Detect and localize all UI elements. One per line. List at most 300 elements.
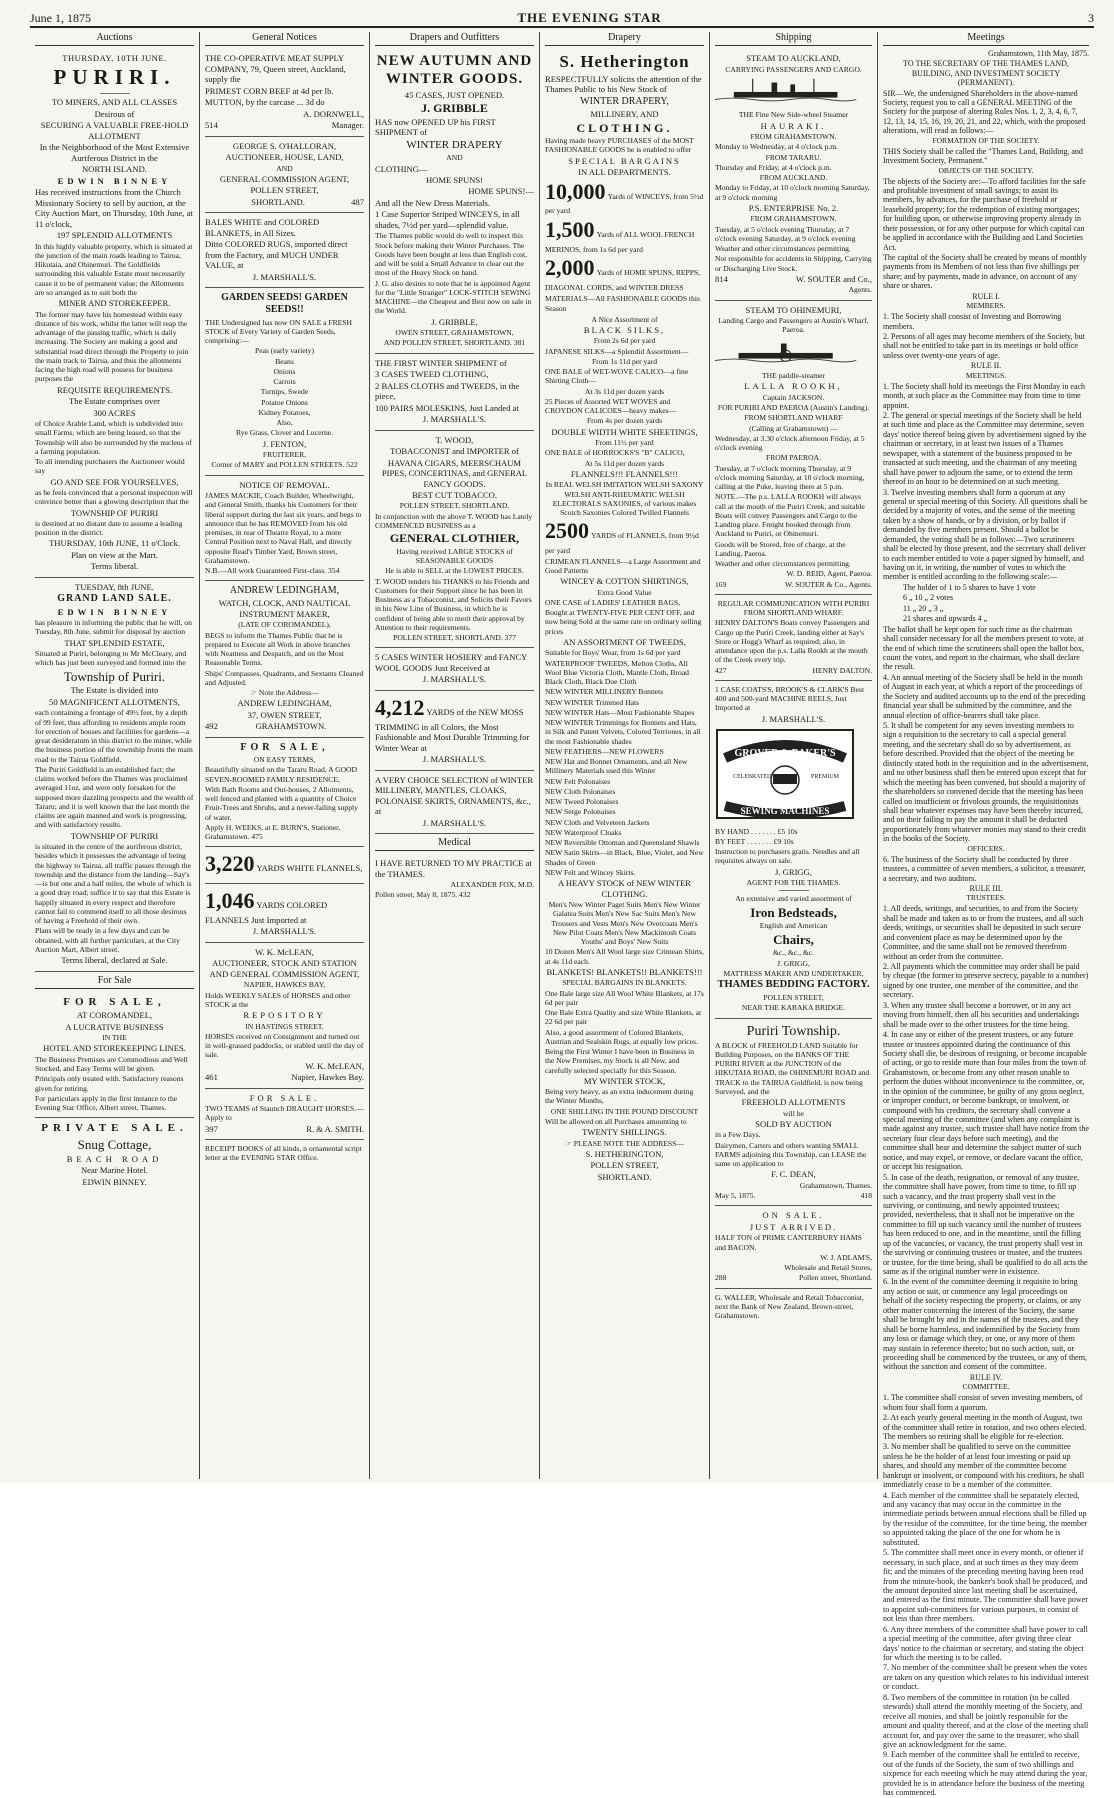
regular-sig: HENRY DALTON. <box>812 665 872 675</box>
residence-body2: With Bath Rooms and Out-houses, 2 Allotments, well fenced and planted with a quantity of Choice Fruit-Trees and Shrubs, and a never-failing supply of water. <box>205 784 358 822</box>
regular-body: HENRY DALTON'S Boats convey Passengers and Cargo up the Puriri Creek, landing either at Say's Store or Hogg's Wharf as required; also, in attendance upon the p.s. Lalla Rookh at the mouth of the Creek every trip. <box>715 618 870 665</box>
meeting-r2b: 2. The general or special meetings of the Society shall be held at such time and place as the Committee may determine, seven days' notice thereof being given by advertisement signed by the chairman or secretary, in at least two issues of a Thames newspaper, with a statement of the business proposed to be transacted at such meeting, and the chairman of any meeting shall have power to adjourn the same, or to extend the term thereof to an hour to be determined on at such meeting. <box>883 411 1087 487</box>
meeting-r2: RULE II. <box>970 361 1002 371</box>
ledingham-addr2: 37, OWEN STREET, <box>247 709 322 720</box>
meeting-obj: OBJECTS OF THE SOCIETY. <box>938 165 1034 175</box>
fox-no: 432 <box>458 890 471 900</box>
steam1-from4: FROM GRAHAMSTOWN. <box>750 214 837 224</box>
wood-addr: POLLEN STREET, SHORTLAND. <box>399 501 510 511</box>
mclean-addr: NAPIER, HAWKES BAY, <box>243 980 326 990</box>
ad-coromandel <box>35 992 194 1119</box>
steam1-ps: P.S. ENTERPRISE No. 2. <box>748 202 839 213</box>
steam2-from1: FROM SHORTLAND WHARF <box>744 413 843 423</box>
ad-residence <box>205 738 364 847</box>
steam1-from2: FROM TARARU. <box>765 152 822 162</box>
meat-beef: PRIMEST CORN BEEF at 4d per lb. <box>205 85 334 96</box>
heth-blkspec: SPECIAL BARGAINS IN BLANKETS. <box>562 978 687 988</box>
steam2-call: (Calling at Grahamstown) — <box>749 423 838 433</box>
grigg-eng: English and American <box>759 921 828 931</box>
teams-body: TWO TEAMS of Staunch DRAUGHT HORSES.—Apply to <box>205 1104 364 1123</box>
puriri-body: Has received instructions from the Church Missionary Society to sell by auction, at the City Auction Mart, on Thursday, 10th June, at 11 o'clock, <box>35 187 193 229</box>
section-header-notices: General Notices <box>205 32 364 46</box>
heth-blk1: One Bale large size All Wool White Blankets, at 17s 6d per pair <box>545 988 704 1007</box>
residence-body: Beautifully situated on the Tararu Road, A GOOD SEVEN-ROOMED FAMILY RESIDENCE, <box>205 765 358 784</box>
hosiery-body: 5 CASES WINTER HOSIERY and FANCY WOOL GOODS Just Received at <box>375 652 528 673</box>
autumn-cloth: CLOTHING— <box>375 163 428 174</box>
autumn-new: And all the New Dress Materials. <box>375 197 491 208</box>
autumn-body: HAS now OPENED UP his FIRST SHIPMENT of <box>375 116 496 138</box>
town-date: May 5, 1875. <box>715 1191 756 1201</box>
puriri-lots: 197 SPLENDID ALLOTMENTS <box>56 230 173 241</box>
garden-item: Rye Grass, Clover and Lucerne. <box>235 428 334 438</box>
autumn-drapery: WINTER DRAPERY <box>406 138 503 151</box>
heth-t3: Yards of HOME SPUNS, REPPS, DIAGONAL CORDS, and WINTER DRESS MATERIALS—All FASHIONABLE GOODS this Season <box>545 268 701 314</box>
private-name: EDWIN BINNEY. <box>82 1176 147 1187</box>
ledingham-name: ANDREW LEDINGHAM, <box>229 585 340 597</box>
garden-no: 522 <box>346 460 358 470</box>
heth-double: DOUBLE WIDTH WHITE SHEETINGS, <box>551 426 698 437</box>
heth-t4: YARDS of FLANNELS, from 9½d per yard <box>545 531 699 556</box>
grigg-st: POLLEN STREET, <box>763 993 824 1003</box>
ledingham-addr3: GRAHAMSTOWN. <box>255 721 327 732</box>
grigg-who: J. MARSHALL'S. <box>761 713 826 724</box>
ledingham-no: 492 <box>205 721 218 732</box>
meeting-to: TO THE SECRETARY OF THE THAMES LAND, BUILDING, AND INVESTMENT SOCIETY (PERMANENT). <box>903 59 1069 88</box>
hosiery-who: J. MARSHALL'S. <box>422 674 487 685</box>
puriri-go: GO AND SEE FOR YOURSELVES, <box>50 476 179 487</box>
residence-title: FOR SALE, <box>240 741 329 753</box>
heth-bfrom: From 2s 6d per yard <box>593 336 656 346</box>
meeting-r4c: 3. No member shall be qualified to serve on the committee unless he be the holder of at least four investing or paid up shares, and should any member of the committee become bankrupt or insolvent, or compound with his creditors, he shall immediately cease to be a member of the committee. <box>883 1442 1085 1490</box>
steam2-sig: W. D. REID, Agent, Paeroa. <box>786 569 872 579</box>
ad-steam-auckland <box>715 49 872 300</box>
meeting-r4h: 8. Two members of the committee in rotation (to be called stewards) shall attend the monthly meeting of the Society, and receive all monies, and shall be jointly responsible for the amount and quality thereof, and at the close of the meeting shall account for, and pay over the same to the treasurer, who shall give an acknowledgment for the same. <box>883 1692 1089 1749</box>
heth-blk3: Also, a good assortment of Colored Blankets, Austrian and Sealskin Rugs, at equally low prices. <box>545 1027 698 1046</box>
meeting-r3: RULE III. <box>969 884 1003 893</box>
garden-trade: FRUITERER, <box>262 450 307 460</box>
ad-teams <box>205 1089 364 1140</box>
town-sig: F. C. DEAN, <box>771 1169 816 1180</box>
grand-body: has pleasure in informing the public that he will, on Tuesday, 8th June, submit for disposal by auction <box>35 618 192 637</box>
grand-body5: is situated in the centre of the auriferous district, besides which it possesses the advantage of being the highway to Tairua, all traffic passes through the township and the distance from the landing—Say's—is but one and a half miles, the whole of which is a good dray road; suffice it to say that this Estate is happily situated in every respect and therefore cannot fail to commend itself to all those desirous of having a Freehold of their own. <box>35 842 192 926</box>
ad-removal <box>205 476 364 582</box>
coromandel-in: IN THE <box>102 1033 127 1043</box>
column-meetings <box>878 32 1094 1798</box>
meat-name: A. DORNWELL, <box>303 108 364 119</box>
grand-body3: each containing a frontage of 49½ feet, by a depth of 99 feet, thus affording to residents ample room for erection of houses and facilities for gardens—a great desideratum in this district to the miner, while the business portion of the township fronts the main road to the Tairua Goldfield. <box>35 708 193 764</box>
heth-horr: ONE BALE of HORROCKS'S "B" CALICO, <box>545 448 685 458</box>
ohalloran-st: POLLEN STREET, <box>250 185 319 196</box>
ad-regular-communication <box>715 595 872 681</box>
steam1-agents: Agents. <box>848 285 872 295</box>
meeting-r3e: 5. In case of the death, resignation, or removal of any trustee, the committee shall have power, from time to time, to fill up such a vacancy, and the trust property shall vest in the surviving, or continuing, and newly appointed trustees; provided, nevertheless, that it shall not be imperative on the committee to fill up such vacancy until the number of trustees has been reduced to one, and in the meantime, until the filling up of the vacancies, or vacancy, the trust property shall vest in the surviving or continuing trustees or trustee, and the trustees or trustee, for the time being, shall be qualified to do all acts the same as if the original number were in existence. <box>883 1172 1088 1277</box>
autumn-and: AND <box>446 153 463 163</box>
removal-body: JAMES MACKIE, Coach Builder, Wheelwright, and General Smith, thanks his Customers for their liberal support during the last six years, and begs to announce that he has REMOVED from his old premises, in rear of Theatre Royal, to a more Central Position next to Naval Hall, and directly opposite Read's Timber Yard, Brown street, Grahamstown. <box>205 491 362 565</box>
town-body: A BLOCK of FREEHOLD LAND Suitable for Building Purposes, on the BANKS OF THE PURIRI RIVER at the JUNCTION of the HIKUTAIA ROAD, the OHINEMURI ROAD and TRACK to the TAIRUA Goldfield, is now being Surveyed, and the <box>715 1040 870 1096</box>
heth-n2: 1,500 <box>545 216 595 242</box>
heth-pieces: 25 Pieces of Assorted WET WOVES and CROYDON CALICOES—heavy makes— <box>545 396 677 416</box>
puriri-plan: Plan on view at the Mart. <box>71 549 158 560</box>
private-near: Near Marine Hotel. <box>80 1165 149 1176</box>
ad-garden-seeds <box>205 288 364 475</box>
meeting-r2f: 5. It shall be competent for any seven investing members to sign a requisition to the secretary to call a special general meeting, and the secretary shall do so by advertisement, as before described. Provided that the object of the meeting be distinctly stated both in the requisition and in the advertisement, and no other business shall then be entered upon except that for which the meeting has been convened, but should a majority of the shareholders so convened decide that the meeting has been called on insufficient or frivolous grounds, the requisitionists shall bear whatever expenses may have been thereby incurred, and on their failing to pay the amount it shall be deducted proportionately from whatever monies may stand to their credit in the books of the Society. <box>883 721 1089 844</box>
onsale-body: HALF TON of PRIME CANTERBURY HAMS and BACON. <box>715 1233 862 1252</box>
heth-jap: JAPANESE SILKS—a Splendid Assortment— <box>545 346 689 356</box>
autumn-addr2: AND POLLEN STREET, SHORTLAND. <box>383 338 512 348</box>
meeting-r4a: 1. The committee shall consist of seven investing members, of whom four shall form a quorum. <box>883 1393 1083 1412</box>
grigg-iron: Iron Bedsteads, <box>750 904 837 920</box>
ohalloran-title: AUCTIONEER, HOUSE, LAND, <box>225 152 344 163</box>
regular-title: REGULAR COMMUNICATION WITH PURIRI FROM SHORTLAND WHARF. <box>717 598 870 618</box>
steam2-ship: LALLA ROOKH, <box>744 381 843 392</box>
shipment-title: THE FIRST WINTER SHIPMENT of <box>375 357 507 368</box>
ad-flannels-white <box>205 847 364 884</box>
masthead-date: June 1, 1875 <box>30 11 91 25</box>
garden-item: Peas (early variety) <box>254 346 315 356</box>
meeting-place: Grahamstown, 11th May, 1875. <box>988 48 1089 58</box>
puriri-securing: SECURING A VALUABLE FREE-HOLD ALLOTMENT <box>40 120 189 141</box>
heth-twenty: TWENTY SHILLINGS. <box>582 1127 667 1138</box>
coromandel-hotel: HOTEL AND STOREKEEPING LINES. <box>43 1043 186 1054</box>
meeting-scale-item: 21 shares and upwards 4 „ <box>903 614 988 624</box>
heth-new-items <box>545 687 704 877</box>
meeting-r3b: 2. All payments which the committee may order shall be paid by cheque (the former to preserve secrecy, payable to a number) signed by one trustee, one member of the committee, and the secretary. <box>883 962 1089 1000</box>
flannels2-who: J. MARSHALL'S. <box>252 926 317 937</box>
residence-body3: Apply H. WEEKS, at E. BURN'S, Stationer, Grahamstown. <box>205 822 341 842</box>
town-sold: SOLD BY AUCTION <box>755 1118 832 1129</box>
meeting-r3d: 4. In case any or either of the present trustees, or any future trustee or trustees appointed during the continuance of this Society shall die, be desirous of resigning, or become incapable of acting, or go to reside more than four miles from the town of Grahamstown, or become from any other reason unable to perform the duties without inconvenience to the committee, or, in the opinion of the committee, be guilty of any gross neglect, or improper conduct, or become bankrupt, or insolvent, or compound with his creditors, the secretary shall convene a special meeting of the committee (and when any complaint is made against any trustee, such trustee shall have notice from the secretary four clear days before such meeting), and the committee shall hear and determine the subject matter of such notice, and may expel, or remove, or declare vacant the office, or accept his resignation. <box>883 1030 1089 1172</box>
meeting-officers: OFFICERS. <box>967 843 1005 853</box>
logo-celebrated: CELEBRATED <box>733 774 772 781</box>
autumn-cases: 45 CASES, JUST OPENED. <box>404 89 505 100</box>
heth-title: S. Hetherington <box>559 52 690 72</box>
meeting-r4d: 4. Each member of the committee shall be separately elected, and any vacancy that may occur in the committee in the intermediate periods between annual elections shall be filled up by the residue of the committee, for the time being, the member so appointed taking the place of the one for whom he is substituted. <box>883 1490 1088 1547</box>
heth-leather2: Bought at TWENTY-FIVE PER CENT OFF, and now being Sold at the same rate on ordinary selling prices <box>545 608 702 636</box>
heth-body2: Having made heavy PURCHASES of the MOST FASHIONABLE GOODS he is enabled to offer <box>545 136 694 155</box>
meeting-obj-t: The objects of the Society are:—To afford facilities for the safe and profitable investment of small savings; to assist its members, by advances, for the purchase of freehold or leasehold property; for the redemption of existing mortgages; for building upon, or otherwise improving property already in their possession, or for any other purpose for which capital can be applied in accordance with the Building and Land Societies Act. <box>883 176 1086 252</box>
meeting-r2e: 4. An annual meeting of the Society shall be held in the month of August in each year, at which a report of the proceedings of the Society and audited accounts up to the end of the preceding financial year shall be submitted by the committee, and the annual election of office-bearers shall take place. <box>883 672 1086 720</box>
mclean-sig2: Napier, Hawkes Bay. <box>291 1072 364 1083</box>
ad-wood <box>375 431 534 649</box>
receipt-body: RECEIPT BOOKS of all kinds, n ornamental script letter at the EVENING STAR Office. <box>205 1144 362 1163</box>
puriri-miner: MINER AND STOREKEEPER. <box>58 298 171 309</box>
grigg-factory: THAMES BEDDING FACTORY. <box>717 979 870 991</box>
ledingham-late: (LATE OF COROMANDEL), <box>238 620 331 630</box>
heth-my: MY WINTER STOCK, <box>583 1075 666 1086</box>
wood-title: TOBACCONIST and IMPORTER of <box>390 446 519 457</box>
heth-t1: Yards of WINCEYS, from 5½d per yard <box>545 191 704 216</box>
ad-gribble <box>375 49 534 353</box>
wood-body4: T. WOOD tenders his THANKS to his Friends and Customers for their Support since he has been in Business as a Tobacconist, and Solicits their Favors in his New Line of Business, in which he is confident of being able to merit their approval by Attention to their requirements. <box>375 576 532 632</box>
ledingham-trade: WATCH, CLOCK, AND NAUTICAL INSTRUMENT MAKER, <box>218 598 351 619</box>
column-auctions <box>30 32 200 1479</box>
heth-new-item: NEW Serge Polonaises <box>545 807 616 817</box>
heth-sig: S. HETHERINGTON, <box>585 1148 664 1159</box>
steam2-sig2: W. SOUTER & Co., Agents. <box>784 579 872 589</box>
steam2-paddle: THE paddle-steamer <box>761 371 826 381</box>
meeting-body: SIR—We, the undersigned Shareholders in the above-named Society, request you to call a GENERAL MEETING of the Society for the purpose of altering Rules Nos. 1, 2, 3, 4, 6, 7, 12, 13, 14, 15, 16, 19, 20, 21, and 22, which, with the proposed alterations, will read as follows:— <box>883 88 1086 136</box>
heth-new-item: NEW FEATHERS—NEW FLOWERS <box>545 746 664 756</box>
steam1-not: Not responsible for accidents in Shipping, Carrying or Discharging Live Stock. <box>715 254 872 273</box>
teams-no: 397 <box>205 1123 218 1134</box>
garden-item: Beans <box>275 356 294 366</box>
heth-heavy: A HEAVY STOCK of NEW WINTER CLOTHING. <box>558 878 691 899</box>
town-will: will be <box>783 1108 804 1118</box>
logo-subtitle: SEWING MACHINES <box>740 806 830 817</box>
garden-item: Turnips, Swede <box>260 387 309 397</box>
heth-cfrom: At 3s 11d per dozen yards <box>584 386 665 396</box>
puriri-desc: In this highly valuable property, which is situated at the junction of the main roads leading to Tairua, Hikutaia, and Ohinemuri. The Goldfields surrounding this valuable Estate must necessarily cause it to be of permanent value; the Allotments are so arranged as to suit both the <box>35 241 193 297</box>
blankets-who: J. MARSHALL'S. <box>252 271 317 282</box>
flannels1-num: 3,220 <box>205 851 255 877</box>
grand-name: EDWIN BINNEY <box>57 606 172 617</box>
puriri-intend: To all intending purchasers the Auctioneer would say <box>35 457 185 476</box>
blankets-l1: BALES WHITE and COLORED BLANKETS, in All Sizes. <box>205 217 320 238</box>
flannels1-txt: YARDS WHITE FLANNELS, <box>256 863 363 874</box>
steam1-from3: FROM AUCKLAND. <box>759 173 828 183</box>
section-header-forsale: For Sale <box>35 975 194 989</box>
heth-black: BLACK SILKS, <box>583 324 666 335</box>
meeting-r3a: 1. All deeds, writings, and securities, to and from the Society shall be made and taken as to or from the trustees, and all such deeds, writings, or securities shall be deposited in such secure and convenient place as may be determined upon by the Committee, and the same shall not be removed therefrom without an order from the committee. <box>883 904 1084 961</box>
heth-new-item: NEW WINTER MILLINERY Bonnets <box>545 687 664 697</box>
onsale-just: JUST ARRIVED. <box>749 1221 838 1232</box>
steam1-sig: W. SOUTER and Co., <box>795 273 872 284</box>
autumn-home: HOME SPUNS! <box>425 175 484 185</box>
steam1-sub: CARRYING PASSENGERS AND CARGO. <box>725 64 862 74</box>
heth-leather: ONE CASE of LADIES' LEATHER BAGS, <box>545 597 681 607</box>
ad-millinery <box>375 771 534 834</box>
garden-item: Carrots <box>273 377 296 387</box>
mclean-rep: REPOSITORY <box>243 1010 326 1021</box>
town-few: in a Few Days. <box>715 1130 761 1140</box>
ledingham-note: Note the Address— <box>258 688 319 698</box>
autumn-home2: HOME SPUNS!— <box>468 186 534 197</box>
masthead-page: 3 <box>1088 11 1094 25</box>
shipment-l3: 100 PAIRS MOLESKINS, Just Landed at <box>375 402 519 413</box>
teams-title: FOR SALE. <box>249 1092 320 1103</box>
heth-l3: CLOTHING. <box>576 120 673 135</box>
heth-shirts: 10 Dozen Men's All Wool large size Crimean Shirts, at 4s 11d each. <box>545 947 704 966</box>
removal-title: NOTICE OF REMOVAL. <box>239 479 330 490</box>
puriri-desc2: The former may have his homestead within easy distance of his work, whilst the latter will reap the advantage of the passing traffic, which is daily increasing. The Society are making a good and substantial road direct through the Property to join the main track to Tairua, and thus the allotments facing the high road will possess for business purposes the <box>35 309 189 384</box>
puriri-title: PURIRI. <box>53 64 176 89</box>
steam2-t2: Tuesday, at 7 o'clock morning Thursday, at 9 o'clock morning Saturday, at 10 o'clock morning, calling at the Puke, leaving there at 5 p.m. <box>715 463 865 492</box>
shipment-l2: 2 BALES CLOTHS and TWEEDS, in the piece, <box>375 380 520 402</box>
puriri-name: EDWIN BINNEY <box>57 175 172 186</box>
ad-moss <box>375 691 534 771</box>
steam1-t1: Monday to Wednesday, at 4 o'clock p.m. <box>715 142 839 152</box>
grigg-body: 1 CASE COATS'S, BROOK'S & CLARK'S Best 400 and 500-yard MACHINE REELS, Just Imported at <box>715 684 865 713</box>
meeting-r2a: 1. The Society shall hold its meetings the First Monday in each month, at such place as the Committee may from time to time appoint. <box>883 381 1086 410</box>
garden-item: Also, <box>276 418 293 428</box>
heth-new-item: NEW Tweed Polonaises <box>545 797 619 807</box>
puriri-to: TO MINERS, AND ALL CLASSES <box>51 97 178 108</box>
autumn-name: J. GRIBBLE <box>421 101 488 116</box>
meeting-r3c: 3. When any trustee shall become a borrower, or in any act moving from himself, then all his securities and undertakings shall be made over to the other trustees for the time being. <box>883 1000 1080 1029</box>
residence-no: 475 <box>251 832 263 842</box>
steam1-ship: HAURAKI. <box>760 120 827 131</box>
grand-div: The Estate is divided into <box>70 685 159 696</box>
meeting-r1a: 1. The Society shall consist of Investing and Borrowing members. <box>883 312 1062 331</box>
ad-blankets <box>205 213 364 288</box>
meat-no: 514 <box>205 120 218 131</box>
garden-title: GARDEN SEEDS! GARDEN SEEDS!! <box>221 292 348 316</box>
meeting-form-t: THIS Society shall be called the "Thames Land, Building, and Investment Society, Permanent." <box>883 146 1083 166</box>
coromandel-body3: For particulars apply in the first instance to the Evening Star Office, Albert street, Thames. <box>35 1093 178 1113</box>
meat-body: THE CO-OPERATIVE MEAT SUPPLY COMPANY, 79, Queen street, Auckland, supply the <box>205 53 346 85</box>
grand-allot: 50 MAGNIFICENT ALLOTMENTS, <box>49 696 180 707</box>
wood-no: 377 <box>504 633 516 643</box>
regular-no: 427 <box>715 665 727 675</box>
column-general-notices <box>200 32 370 1479</box>
meeting-r4g: 7. No member of the committee shall be present when the votes are taken on any question which relates to his individual interest or conduct. <box>883 1663 1089 1692</box>
meeting-vote-scale <box>883 583 1089 624</box>
masthead-title: THE EVENING STAR <box>517 10 662 25</box>
autumn-no: 381 <box>513 338 526 348</box>
ad-flannels-colored <box>205 884 364 943</box>
garden-body: THE Undersigned has now ON SALE a FRESH STOCK of Every Variety of Garden Seeds, comprising:— <box>205 317 353 346</box>
meeting-r3f: 6. In the event of the committee deeming it requisite to bring any action or suit, or commence any legal proceedings on behalf of the society respecting the property, or claims, or any other matter concerning the interest of the Society, the same shall be brought by and in the names of the trustees, and they shall be borne harmless, and indemnified by the Society from any loss or damage which they, or one, or any more of them may sustain in reference thereto; but no such action, suit, or proceeding shall be commenced by the trustees, or any of them, without the sanction and consent of the committee. <box>883 1277 1087 1372</box>
heth-tweeds2: Suitable for Boys' Wear, from 1s 6d per yard <box>545 648 681 658</box>
puriri-date: THURSDAY, 10TH JUNE. <box>62 53 167 64</box>
ad-meat-supply <box>205 49 364 136</box>
heth-new-item: NEW Felt and Wincey Skirts. <box>545 867 636 877</box>
grigg-ext: An extensive and varied assortment of <box>735 894 852 904</box>
heth-calico: ONE BALE of WET-WOVE CALICO—a fine Shirting Cloth— <box>545 367 689 386</box>
mclean-name: W. K. McLEAN, <box>255 946 314 957</box>
steam1-t2: Thursday and Friday, at 4 o'clock p.m. <box>715 162 832 172</box>
coromandel-body2: Principals only treated with. Satisfactory reasons given for retiring. <box>35 1074 184 1093</box>
wood-body2: Having received LARGE STOCKS of SEASONABLE GOODS <box>396 546 513 566</box>
town-title: Puriri Township. <box>746 1023 841 1039</box>
meeting-members: MEMBERS. <box>966 301 1006 311</box>
steam2-note: NOTE.—The p.s. LALLA ROOKH will always call at the mouth of the Puriri Creek, and suitable Boats will convey Passengers and Cargo to the Landing place. Freight booked through from Auckland to Puriri, or Ohinemuri. <box>715 492 865 539</box>
puriri-desc3: of Choice Arable Land, which is subdivided into small Farms, which are being leased, so that the Township will also be surrounded by the nucleus of a farming population. <box>35 419 192 456</box>
meeting-scale-item: The holder of 1 to 5 shares to have 1 vote <box>903 582 1036 592</box>
steam2-title: STEAM TO OHINEMURI, <box>745 304 842 315</box>
steam2-weather: Weather and other circumstances permitting. <box>715 559 851 569</box>
private-title: PRIVATE SALE. <box>41 1122 188 1135</box>
meat-mutton: MUTTON, by the carcase ... 3d do <box>205 97 325 108</box>
ad-mclean <box>205 943 364 1089</box>
private-beach: BEACH ROAD <box>66 1153 163 1164</box>
onsale-no: 288 <box>715 1273 727 1283</box>
wood-items: HAVANA CIGARS, MEERSCHAUM PIPES, CONCERTINAS, and GENERAL FANCY GOODS. <box>381 457 528 489</box>
shipment-who: J. MARSHALL'S. <box>422 414 487 425</box>
heth-flan: FLANNELS!!! FLANNELS!!! <box>570 468 679 479</box>
coromandel-body: The Business Premises are Commodious and Well Stocked, and Easy Terms will be given. <box>35 1054 188 1074</box>
section-header-drapery: Drapery <box>545 32 704 46</box>
wood-gen: GENERAL CLOTHIER, <box>389 531 520 546</box>
steam1-no: 814 <box>715 273 728 284</box>
grand-title: GRAND LAND SALE. <box>57 593 172 605</box>
steamship-icon <box>715 78 856 104</box>
fox-sig: ALEXANDER FOX, M.D. <box>450 880 534 890</box>
onsale-title: ON SALE. <box>762 1210 825 1221</box>
private-snug: Snug Cottage, <box>77 1136 152 1152</box>
coromandel-title: FOR SALE, <box>63 995 166 1008</box>
heth-spec: SPECIAL BARGAINS <box>568 155 681 166</box>
mclean-body2: HORSES received on Consignment and turned out in well-grassed paddocks, or stabled until the day of sale. <box>205 1031 364 1060</box>
meeting-r2g: 6. The business of the Society shall be conducted by three trustees, a committee of seven members, a solicitor, a treasurer, a secretary, and two auditors. <box>883 854 1086 883</box>
meeting-r2c: 3. Twelve investing members shall form a quorum at any general or special meeting of this Society. All questions shall be decided by a majority of votes, and the sense of the meeting taken by a show of hands, or by a division, or by ballot if demanded by five members present. Should a ballot be demanded, the voting shall be as follows:—Two scrutineers shall be elected by those present, and the secretary shall deliver to each member entitled to vote a paper signed by himself, and having on it, in writing, the number of votes to which the member is entitled according to the following scale:— <box>883 487 1088 582</box>
grigg-name: J. GRIGG, <box>774 866 812 877</box>
section-header-drapers: Drapers and Outfitters <box>375 32 534 46</box>
meeting-r1b: 2. Persons of all ages may become members of the Society, but shall not be entitled to take part in its meetings or hold office unless over twenty-one years of age. <box>883 332 1085 360</box>
meeting-scale-item: 11 „ 20 „ 3 „ <box>903 603 944 613</box>
grand-estate: THAT SPLENDID ESTATE, <box>64 637 165 648</box>
heth-blk: BLANKETS! BLANKETS!! BLANKETS!!! <box>546 966 703 977</box>
masthead <box>30 6 1094 28</box>
column-drapery <box>540 32 710 1479</box>
meeting-r2d: The ballot shall be kept open for such time as the chairman shall consider necessary for all the members present to vote, at the end of which time the scrutineers shall open the ballot box, count the votes, and report to the chairman, who shall declare the result. <box>883 624 1084 672</box>
heth-new-item: NEW WINTER Trimmings for Bonnets and Hats, in Silk and Patent Velvets, Colored Terriones, in all the most Fashionable shades <box>545 718 701 746</box>
steam2-no: 169 <box>715 579 727 589</box>
coromandel-biz: A LUCRATIVE BUSINESS <box>65 1021 164 1032</box>
heth-n4: 2500 <box>545 518 589 544</box>
ad-grigg <box>715 681 872 1019</box>
heth-l2: MILLINERY, AND <box>590 109 659 120</box>
garden-item: Kidney Potatoes, <box>258 407 311 417</box>
meeting-comm: COMMITTEE. <box>962 1382 1010 1392</box>
heth-new-item: NEW Cloth Polonaises <box>545 786 616 796</box>
heth-all: IN ALL DEPARTMENTS. <box>578 167 671 178</box>
ad-receipt-books <box>205 1140 364 1168</box>
mclean-st: IN HASTINGS STREET. <box>245 1021 324 1031</box>
flannels2-num: 1,046 <box>205 888 255 914</box>
grand-t2: TOWNSHIP OF PURIRI <box>70 830 159 841</box>
ad-ledingham <box>205 581 364 738</box>
ad-waller <box>715 1289 872 1326</box>
onsale-sig: W. J. ADLAM'S, <box>820 1252 872 1262</box>
steam2-for: FOR PURIRI AND PAEROA (Austin's Landing). <box>717 403 870 413</box>
ledingham-addr1: ANDREW LEDINGHAM, <box>237 698 332 709</box>
grigg-name2: J. GRIGG, <box>777 958 810 968</box>
meeting-r4: RULE IV. <box>969 1372 1003 1382</box>
onsale-sig2: Wholesale and Retail Stores, <box>784 1263 872 1273</box>
ad-puriri <box>35 49 194 578</box>
ad-private-sale <box>35 1118 194 1192</box>
meeting-meet: MEETINGS. <box>965 370 1007 380</box>
ad-shipment <box>375 354 534 431</box>
heth-l1: WINTER DRAPERY, <box>580 95 669 107</box>
puriri-island: NORTH ISLAND. <box>82 164 147 175</box>
section-header-auctions: Auctions <box>35 32 194 46</box>
meat-mgr: Manager. <box>331 120 364 131</box>
autumn-addr: OWEN STREET, GRAHAMSTOWN, <box>395 328 514 338</box>
steam2-capt: Captain JACKSON. <box>762 392 825 402</box>
column-shipping <box>710 32 878 1479</box>
grigg-feet: BY FEET . . . . . . . £9 10s <box>715 836 794 846</box>
heth-n3: 2,000 <box>545 255 595 281</box>
garden-item: Onions <box>273 366 296 376</box>
section-header-shipping: Shipping <box>715 32 872 46</box>
ohalloran-town: SHORTLAND. <box>251 196 305 207</box>
heth-new-item: NEW Reversible Ottoman and Queensland Shawls <box>545 838 700 848</box>
heth-heavyitems: Men's New Winter Paget Suits Men's New Winter Galatea Suits Men's New Sac Suits Men's New Trousers and Vests Men's New Overcoats Men's New Pilot Coats Men's New Mackintosh Coats Youths' and Boys' New Suits <box>548 900 701 947</box>
ad-hetherington <box>545 49 704 1187</box>
steam1-weather: Weather and other circumstances permitting. <box>715 244 851 254</box>
puriri-desc4: as he feels convinced that a personal inspection will convince better than a glowing description that the <box>35 488 193 507</box>
meeting-r1: RULE I. <box>972 291 1000 301</box>
wood-name: T. WOOD, <box>435 434 474 445</box>
millinery-who: J. MARSHALL'S. <box>422 817 487 828</box>
town-body2: Dairymen, Carters and others wanting SMALL FARMS adjoining this Township, can LEASE the same on application to <box>715 1140 867 1169</box>
heth-pfrom: From 4s per dozen yards <box>586 416 663 426</box>
ad-grand-land-sale <box>35 578 194 972</box>
ledingham-body: BEGS to inform the Thames Public that he is prepared to Execute all Work in above branches with Neatness and Despatch, and on the Most Reasonable Terms. <box>205 630 351 668</box>
meeting-r4i: 9. Each member of the committee shall be entitled to receive, out of the funds of the Society, the sum of two shillings and sixpence for each meeting which he may attend during the year, provided he is in attendance before the business of the meeting has commenced. <box>883 1750 1088 1798</box>
